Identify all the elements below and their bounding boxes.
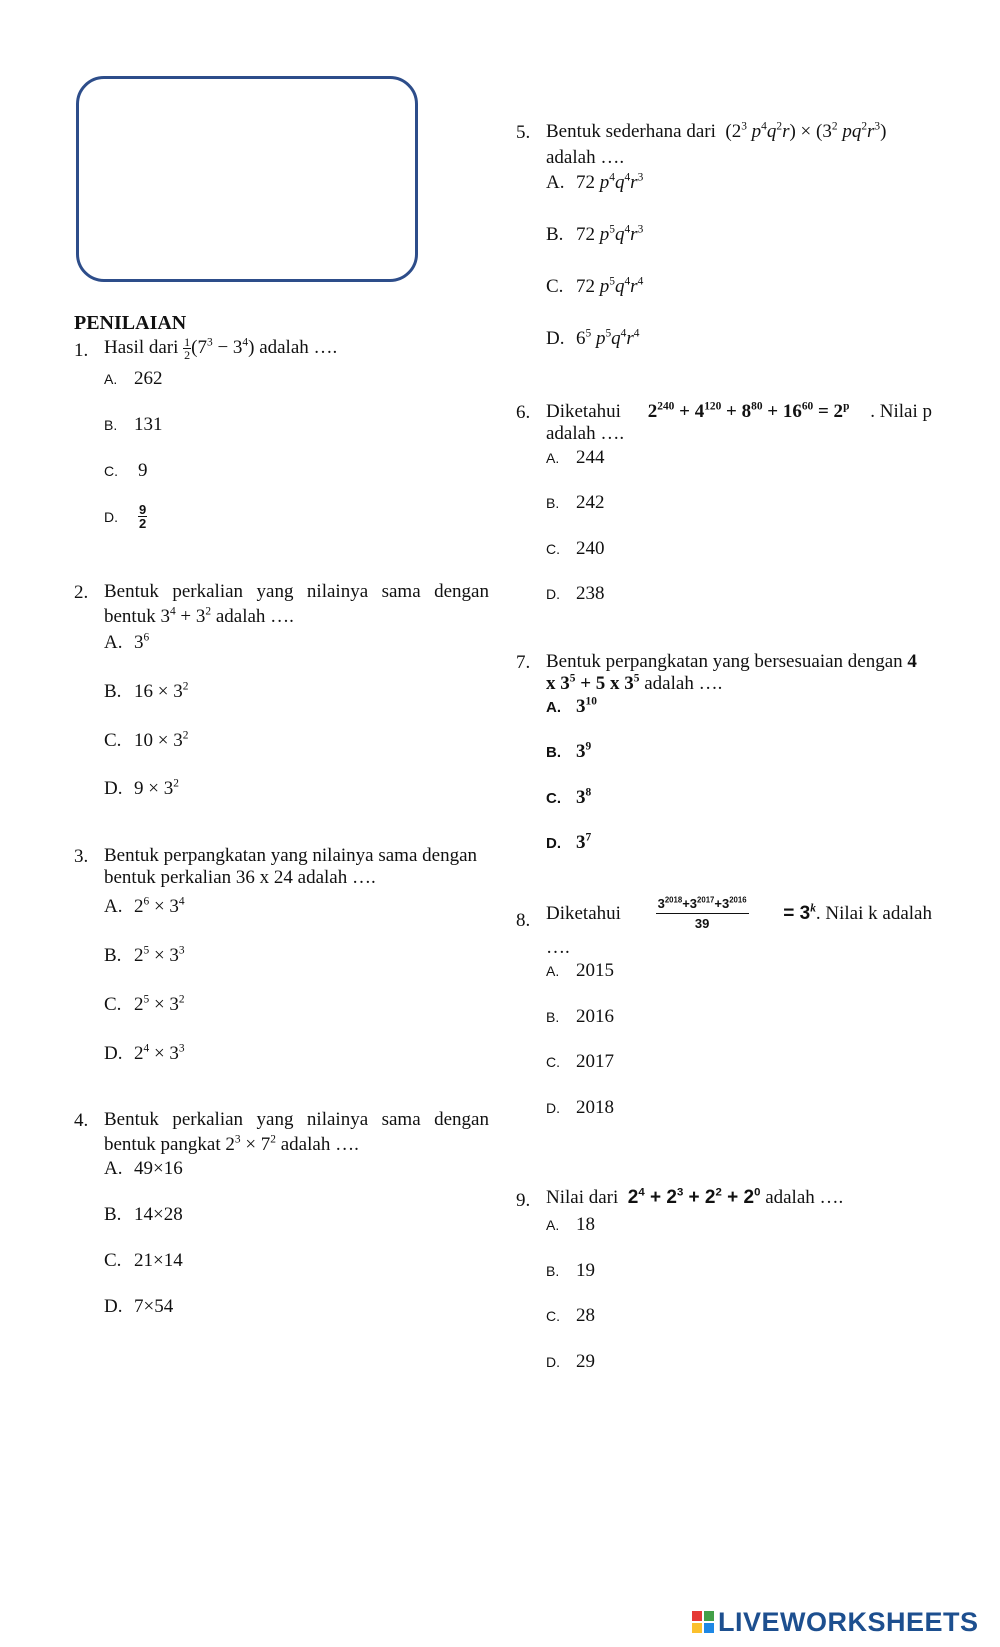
q2-option-b[interactable]: B. $16 \times 3^2$ [104, 680, 189, 702]
q3-option-a[interactable]: A. $2^6 \times 3^4$ [104, 895, 185, 917]
liveworksheets-logo[interactable] [692, 1604, 992, 1640]
q9-line1: Nilai dari $2^4 + 2^3 + 2^2 + 2^0$ adalah …. [546, 1186, 844, 1208]
q9-option-a[interactable]: A. 18 [546, 1214, 595, 1235]
q5-option-b[interactable]: B. 72 $p^5q^4r^3$ [546, 223, 644, 245]
q5-number: 5. [516, 122, 531, 143]
q1-option-d[interactable]: D. $\frac{9}{2}$ [104, 502, 147, 531]
q1-text: Hasil dari $\frac{1}{2}$ $(7^3 - 3^4)$ adalah …. [104, 335, 338, 363]
q5-line2: adalah …. [546, 147, 625, 168]
q8-option-a[interactable]: A. 2015 [546, 960, 614, 981]
q7-option-d[interactable]: D. $3^7$ [546, 831, 592, 853]
q6-line1: Diketahui $2^{240} + 4^{120} + 8^{80} + 16^{60} = 2^p$ . Nilai p [546, 400, 932, 422]
q4-option-c[interactable]: C. 21×14 [104, 1250, 183, 1271]
q7-line1: Bentuk perpangkatan yang bersesuaian dengan 4 [546, 651, 917, 672]
q6-line2: adalah …. [546, 423, 625, 444]
q2-option-a[interactable]: A. $3^6$ [104, 631, 150, 653]
q2-option-d[interactable]: D. $9 \times 3^2$ [104, 777, 179, 799]
q6-option-b[interactable]: B. 242 [546, 492, 605, 513]
q5-option-d[interactable]: D. $6^5$ $p^5q^4r^4$ [546, 327, 640, 349]
q5-option-c[interactable]: C. 72 $p^5q^4r^4$ [546, 275, 644, 297]
q6-option-c[interactable]: C. 240 [546, 538, 605, 559]
q8-line2: …. [546, 937, 570, 958]
q3-option-b[interactable]: B. $2^5 \times 3^3$ [104, 944, 185, 966]
q7-option-c[interactable]: C. $3^8$ [546, 786, 592, 808]
q3-line2: bentuk perkalian 36 x 24 adalah …. [104, 867, 376, 888]
q4-line1: Bentuk perkalian yang nilainya sama dengan [104, 1109, 489, 1130]
q1-option-b[interactable]: B. 131 [104, 414, 163, 435]
q3-option-d[interactable]: D. $2^4 \times 3^3$ [104, 1042, 185, 1064]
q5-option-a[interactable]: A. 72 $p^4q^4r^3$ [546, 171, 644, 193]
q1-option-c[interactable]: C. 9 [104, 460, 148, 481]
q8-option-c[interactable]: C. 2017 [546, 1051, 614, 1072]
q8-fraction: $\frac{3^{2018}+3^{2017}+3^{2016}}{39}$ [657, 895, 747, 931]
q4-option-a[interactable]: A. 49×16 [104, 1158, 183, 1179]
q9-option-c[interactable]: C. 28 [546, 1305, 595, 1326]
q7-option-a[interactable]: A. $3^{10}$ [546, 695, 597, 717]
q3-line1: Bentuk perpangkatan yang nilainya sama dengan [104, 845, 478, 866]
q3-option-c[interactable]: C. $2^5 \times 3^2$ [104, 993, 185, 1015]
q4-number: 4. [74, 1110, 89, 1131]
q2-option-c[interactable]: C. $10 \times 3^2$ [104, 729, 189, 751]
q4-line2: bentuk pangkat $2^3 \times 7^2$ adalah …. [104, 1133, 359, 1155]
q2-line2: bentuk $3^4 + 3^2$ adalah …. [104, 605, 294, 627]
q9-expression: $2^4 + 2^3 + 2^2 + 2^0$ [627, 1186, 761, 1208]
q8-line1: Diketahui $\frac{3^{2018}+3^{2017}+3^{2016}}{39}$ = $3^k$. Nilai k adalah [546, 895, 932, 931]
q2-line1: Bentuk perkalian yang nilainya sama dengan [104, 581, 489, 602]
q8-option-b[interactable]: B. 2016 [546, 1006, 614, 1027]
q6-option-d[interactable]: D. 238 [546, 583, 605, 604]
q9-option-b[interactable]: B. 19 [546, 1260, 595, 1281]
q1-option-a[interactable]: A. 262 [104, 368, 163, 389]
answer-box [76, 76, 418, 282]
q6-number: 6. [516, 402, 531, 423]
q7-number: 7. [516, 652, 531, 673]
section-heading: PENILAIAN [74, 312, 187, 334]
q4-option-b[interactable]: B. 14×28 [104, 1204, 183, 1225]
q8-number: 8. [516, 910, 531, 931]
q8-option-d[interactable]: D. 2018 [546, 1097, 614, 1118]
q7-line2: x $3^5 + 5$ x $3^5$ adalah …. [546, 672, 723, 694]
q2-number: 2. [74, 582, 89, 603]
q9-option-d[interactable]: D. 29 [546, 1351, 595, 1372]
q5-expression: ($2^3$ $p^4q^2r) \times (3^2$ $pq^2r^3$) [725, 120, 887, 142]
q5-line1: Bentuk sederhana dari ($2^3$ $p^4q^2r) \times (3^2$ $pq^2r^3$) [546, 120, 887, 142]
q9-number: 9. [516, 1190, 531, 1211]
q7-option-b[interactable]: B. $3^9$ [546, 740, 592, 762]
q3-number: 3. [74, 846, 89, 867]
logo-text: LIVEWORKSHEETS [718, 1606, 979, 1637]
q1-number: 1. [74, 340, 89, 361]
q6-option-a[interactable]: A. 244 [546, 447, 605, 468]
logo-mark-icon [692, 1611, 714, 1633]
q4-option-d[interactable]: D. 7×54 [104, 1296, 174, 1317]
q6-equation: $2^{240} + 4^{120} + 8^{80} + 16^{60} = 2^p$ [647, 400, 850, 422]
